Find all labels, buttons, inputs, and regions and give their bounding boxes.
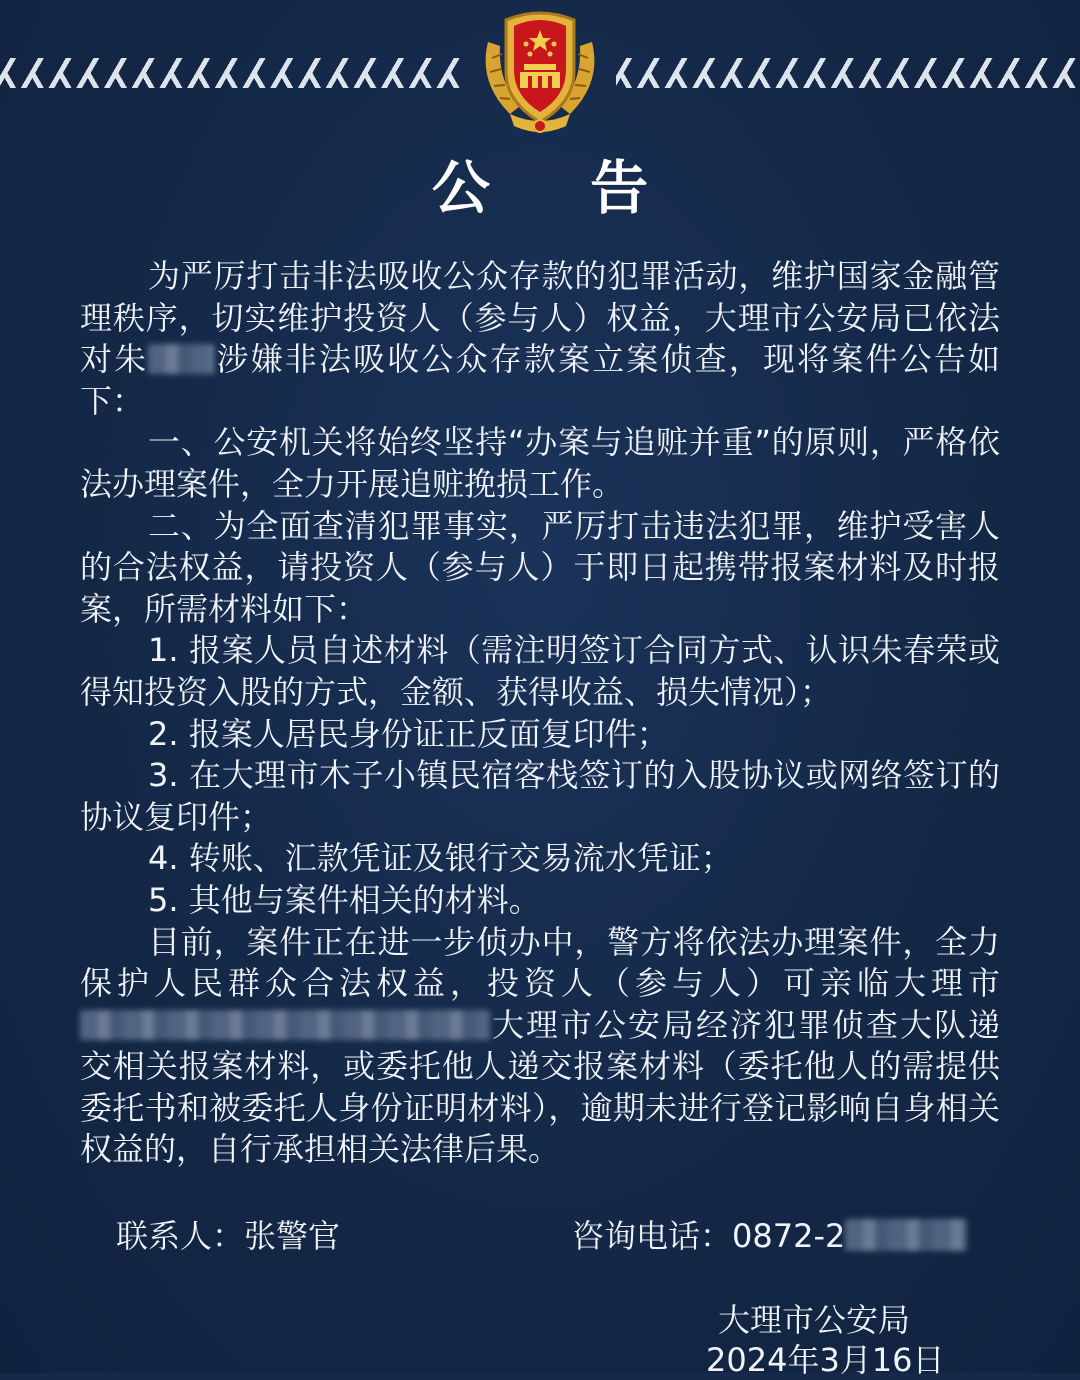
contact-phone-text: 咨询电话：0872-2	[572, 1217, 846, 1255]
contact-phone	[572, 1214, 967, 1258]
redacted-address	[80, 1010, 490, 1040]
notice-title: 公 告	[431, 154, 689, 222]
signing-organization: 大理市公安局	[718, 1301, 911, 1339]
closing-text-before: 目前，案件正在进一步侦办中，警方将依法办理案件，全力保护人民群众合法权益，投资人（参与人）可亲临大理市	[80, 922, 1000, 1003]
material-item: 5. 其他与案件相关的材料。	[148, 880, 541, 919]
decorative-chevron-band-right	[616, 58, 1080, 88]
closing-paragraph	[80, 922, 1000, 1172]
intro-text-before: 为严厉打击非法吸收公众存款的犯罪活动，维护国家金融管理秩序，切实维护投资人（参与人）权益，大理市公安局已依法对朱	[80, 257, 1000, 379]
intro-text-after: 涉嫌非法吸收公众存款案立案侦查，现将案件公告如下：	[80, 340, 1000, 420]
redacted-phone	[845, 1219, 967, 1251]
material-item: 4. 转账、汇款凭证及银行交易流水凭证；	[148, 839, 733, 878]
intro-paragraph	[80, 256, 1000, 422]
contact-person: 联系人：张警官	[116, 1217, 341, 1255]
material-item: 3. 在大理市木子小镇民宿客栈签订的入股协议或网络签订的协议复印件；	[80, 756, 1000, 836]
decorative-chevron-band-left	[0, 58, 462, 88]
point-two: 二、为全面查清犯罪事实，严厉打击违法犯罪，维护受害人的合法权益，请投资人（参与人）于即日起携带报案材料及时报案，所需材料如下：	[80, 506, 1000, 628]
notice-body	[80, 256, 1000, 1171]
material-item: 2. 报案人居民身份证正反面复印件；	[148, 714, 669, 753]
closing-text-after: 大理市公安局经济犯罪侦查大队递交相关报案材料，或委托他人递交报案材料（委托他人的需提供委托书和被委托人身份证明材料），逾期未进行登记影响自身相关权益的，自行承担相关法律后果。	[80, 1005, 1000, 1169]
redacted-name	[148, 344, 214, 374]
signing-date: 2024年3月16日	[706, 1341, 945, 1379]
material-item: 1. 报案人员自述材料（需注明签订合同方式、认识朱春荣或得知投资入股的方式，金额、获得收益、损失情况）；	[80, 631, 1000, 711]
point-one: 一、公安机关将始终坚持“办案与追赃并重”的原则，严格依法办理案件，全力开展追赃挽损工作。	[80, 423, 1000, 503]
police-emblem-icon	[470, 2, 610, 140]
